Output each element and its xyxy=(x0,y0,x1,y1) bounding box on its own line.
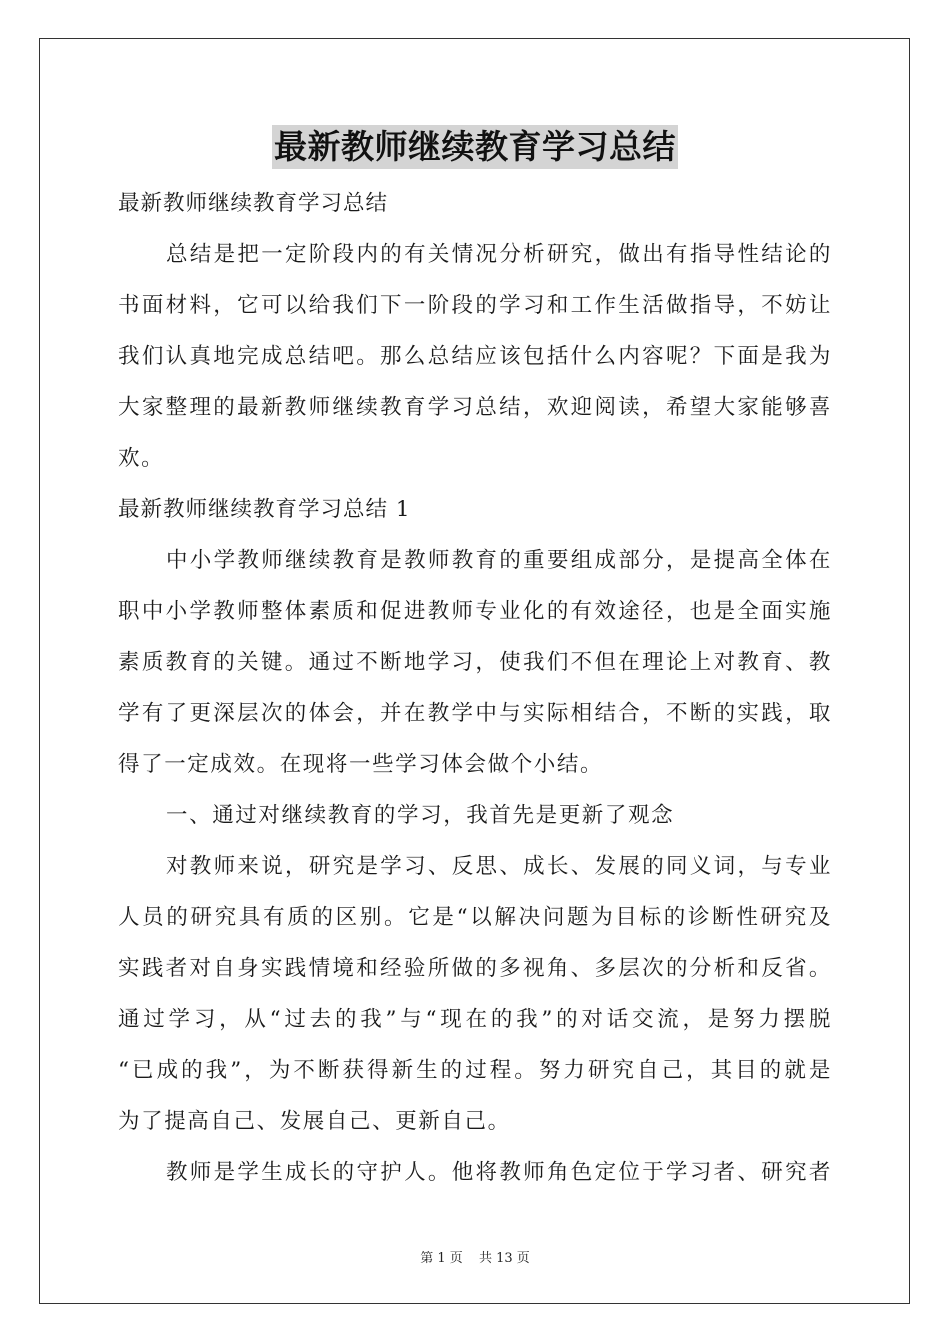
paragraph-line: 职中小学教师整体素质和促进教师专业化的有效途径，也是全面实施 xyxy=(118,599,832,624)
paragraph-line: 欢。 xyxy=(118,446,165,471)
paragraph-line: 素质教育的关键。通过不断地学习，使我们不但在理论上对教育、教 xyxy=(118,650,832,675)
paragraph-line: 通过学习，从“过去的我”与“现在的我”的对话交流，是努力摆脱 xyxy=(118,1007,832,1032)
paragraph-line: 人员的研究具有质的区别。它是“以解决问题为目标的诊断性研究及 xyxy=(118,905,832,930)
paragraph-line: 对教师来说，研究是学习、反思、成长、发展的同义词，与专业 xyxy=(166,854,832,879)
paragraph-line: 学有了更深层次的体会，并在教学中与实际相结合，不断的实践，取 xyxy=(118,701,832,726)
paragraph-line: 得了一定成效。在现将一些学习体会做个小结。 xyxy=(118,752,604,777)
section-heading: 最新教师继续教育学习总结 1 xyxy=(118,497,411,522)
paragraph-line: 为了提高自己、发展自己、更新自己。 xyxy=(118,1109,511,1134)
subsection-heading: 一、通过对继续教育的学习，我首先是更新了观念 xyxy=(166,803,675,828)
paragraph-line: 教师是学生成长的守护人。他将教师角色定位于学习者、研究者 xyxy=(166,1160,832,1185)
paragraph-line: 我们认真地完成总结吧。那么总结应该包括什么内容呢？下面是我为 xyxy=(118,344,832,369)
document-body xyxy=(118,178,832,1198)
page-total: 共 13 页 xyxy=(478,1251,530,1266)
paragraph-line: 实践者对自身实践情境和经验所做的多视角、多层次的分析和反省。 xyxy=(118,956,832,981)
paragraph-line: “已成的我”，为不断获得新生的过程。努力研究自己，其目的就是 xyxy=(118,1058,832,1083)
paragraph-line: 书面材料，它可以给我们下一阶段的学习和工作生活做指导，不妨让 xyxy=(118,293,832,318)
page-number: 第 1 页 xyxy=(420,1251,463,1266)
paragraph-line: 大家整理的最新教师继续教育学习总结，欢迎阅读，希望大家能够喜 xyxy=(118,395,832,420)
page-footer xyxy=(0,1247,950,1266)
paragraph-line: 总结是把一定阶段内的有关情况分析研究，做出有指导性结论的 xyxy=(166,242,832,267)
document-title xyxy=(0,125,950,169)
paragraph-line: 中小学教师继续教育是教师教育的重要组成部分，是提高全体在 xyxy=(166,548,832,573)
document-title-text: 最新教师继续教育学习总结 xyxy=(272,125,678,169)
subtitle-line: 最新教师继续教育学习总结 xyxy=(118,191,389,216)
